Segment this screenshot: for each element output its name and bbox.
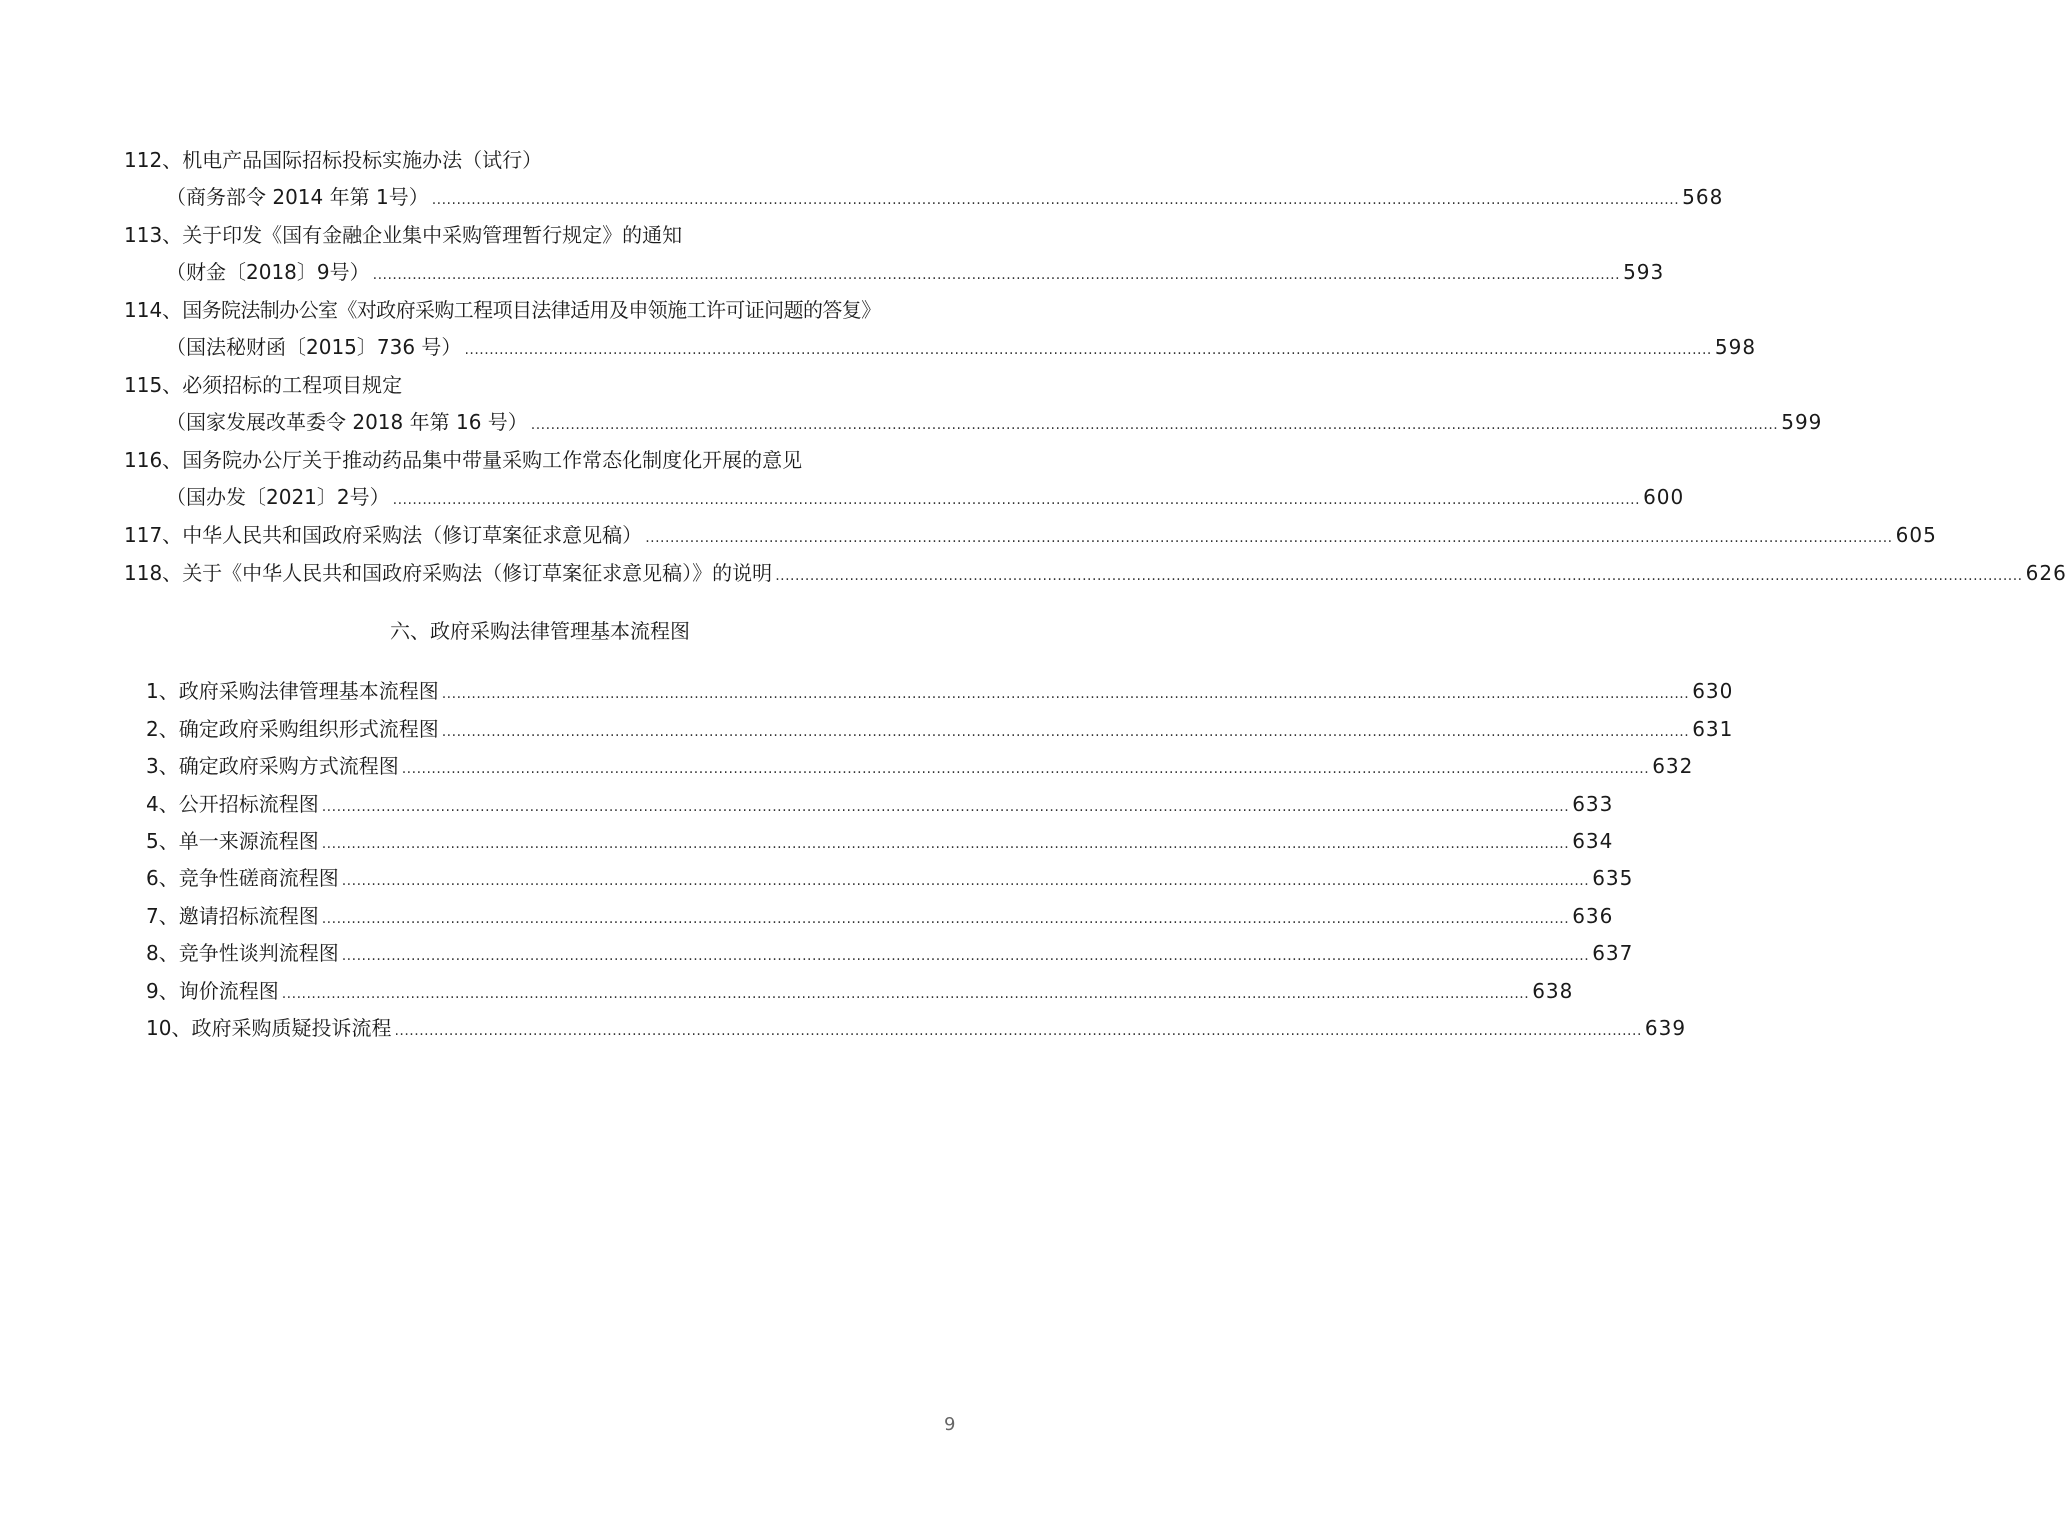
toc-entry-title: 政府采购质疑投诉流程 xyxy=(191,1016,392,1040)
toc-entry-page: 593 xyxy=(1623,260,1665,284)
toc-entry-page: 599 xyxy=(1781,410,1823,434)
toc-entry-page: 631 xyxy=(1692,717,1734,741)
toc-entry-116-title xyxy=(124,447,954,473)
toc-leader-dots xyxy=(282,981,1529,1007)
toc-entry-page: 630 xyxy=(1692,679,1734,703)
toc-leader-dots xyxy=(442,681,1689,707)
toc-entry-number: 9、 xyxy=(146,979,179,1003)
toc-entry-s6-3[interactable] xyxy=(146,753,1694,779)
toc-leader-dots xyxy=(402,756,1649,782)
toc-entry-number: 5、 xyxy=(146,829,179,853)
toc-leader-dots xyxy=(775,563,2022,589)
toc-entry-118[interactable] xyxy=(124,560,2067,586)
toc-entry-title: 国务院法制办公室《对政府采购工程项目法律适用及申领施工许可证问题的答复》 xyxy=(182,298,881,322)
toc-leader-dots xyxy=(322,794,1569,820)
toc-entry-page: 605 xyxy=(1895,523,1937,547)
toc-entry-s6-1[interactable] xyxy=(146,678,1734,704)
toc-entry-115-sub[interactable] xyxy=(166,409,1823,435)
toc-entry-page: 632 xyxy=(1652,754,1694,778)
toc-entry-s6-5[interactable] xyxy=(146,828,1614,854)
toc-entry-114-title xyxy=(124,297,964,323)
toc-entry-title: 国务院办公厅关于推动药品集中带量采购工作常态化制度化开展的意见 xyxy=(182,448,803,472)
toc-entry-page: 626 xyxy=(2025,561,2067,585)
toc-entry-number: 10、 xyxy=(146,1016,192,1040)
toc-entry-112-sub[interactable] xyxy=(166,184,1724,210)
toc-entry-number: 6、 xyxy=(146,866,179,890)
toc-entry-title: 确定政府采购组织形式流程图 xyxy=(178,717,439,741)
toc-leader-dots xyxy=(645,525,1892,551)
toc-entry-s6-2[interactable] xyxy=(146,716,1734,742)
toc-entry-page: 635 xyxy=(1592,866,1634,890)
toc-entry-title: 政府采购法律管理基本流程图 xyxy=(178,679,439,703)
toc-entry-subtitle: （国法秘财函〔2015〕736 号） xyxy=(166,335,462,359)
toc-entry-s6-10[interactable] xyxy=(146,1015,1687,1041)
toc-leader-dots xyxy=(464,337,1711,363)
toc-entry-title: 关于《中华人民共和国政府采购法（修订草案征求意见稿）》的说明 xyxy=(182,561,773,585)
toc-entry-title: 确定政府采购方式流程图 xyxy=(178,754,399,778)
toc-entry-subtitle: （国办发〔2021〕2号） xyxy=(166,485,390,509)
toc-entry-page: 634 xyxy=(1572,829,1614,853)
toc-entry-title: 机电产品国际招标投标实施办法（试行） xyxy=(182,148,543,172)
toc-entry-113-title xyxy=(124,222,954,248)
toc-entry-page: 637 xyxy=(1592,941,1634,965)
toc-entry-number: 2、 xyxy=(146,717,179,741)
toc-entry-title: 中华人民共和国政府采购法（修订草案征求意见稿） xyxy=(182,523,643,547)
toc-entry-number: 113、 xyxy=(124,223,183,247)
toc-entry-page: 568 xyxy=(1682,185,1724,209)
toc-entry-subtitle: （商务部令 2014 年第 1号） xyxy=(166,185,429,209)
toc-leader-dots xyxy=(342,868,1589,894)
toc-leader-dots xyxy=(531,412,1778,438)
toc-leader-dots xyxy=(373,262,1620,288)
toc-entry-title: 必须招标的工程项目规定 xyxy=(182,373,403,397)
toc-entry-number: 7、 xyxy=(146,904,179,928)
toc-entry-number: 8、 xyxy=(146,941,179,965)
toc-entry-title: 关于印发《国有金融企业集中采购管理暂行规定》的通知 xyxy=(182,223,683,247)
toc-entry-title: 竞争性谈判流程图 xyxy=(178,941,339,965)
toc-entry-page: 636 xyxy=(1572,904,1614,928)
toc-leader-dots xyxy=(432,187,1679,213)
toc-entry-subtitle: （国家发展改革委令 2018 年第 16 号） xyxy=(166,410,528,434)
page-number: 9 xyxy=(944,1414,956,1435)
toc-entry-s6-9[interactable] xyxy=(146,978,1574,1004)
toc-entry-title: 邀请招标流程图 xyxy=(178,904,319,928)
toc-entry-number: 114、 xyxy=(124,298,183,322)
toc-entry-113-sub[interactable] xyxy=(166,259,1665,285)
toc-entry-number: 1、 xyxy=(146,679,179,703)
toc-entry-112-title xyxy=(124,147,954,173)
toc-leader-dots xyxy=(322,906,1569,932)
toc-entry-title: 竞争性磋商流程图 xyxy=(178,866,339,890)
toc-leader-dots xyxy=(342,943,1589,969)
toc-leader-dots xyxy=(442,719,1689,745)
toc-entry-title: 询价流程图 xyxy=(178,979,279,1003)
toc-leader-dots xyxy=(394,1018,1641,1044)
toc-entry-number: 117、 xyxy=(124,523,183,547)
toc-entry-117[interactable] xyxy=(124,522,1937,548)
toc-entry-s6-6[interactable] xyxy=(146,865,1634,891)
toc-entry-number: 118、 xyxy=(124,561,183,585)
toc-entry-title: 公开招标流程图 xyxy=(178,792,319,816)
toc-entry-114-sub[interactable] xyxy=(166,334,1757,360)
toc-entry-title: 单一来源流程图 xyxy=(178,829,319,853)
toc-entry-s6-7[interactable] xyxy=(146,903,1614,929)
toc-entry-number: 115、 xyxy=(124,373,183,397)
toc-entry-page: 598 xyxy=(1714,335,1757,359)
toc-entry-116-sub[interactable] xyxy=(166,484,1685,510)
toc-leader-dots xyxy=(393,487,1640,513)
toc-entry-page: 638 xyxy=(1532,979,1574,1003)
toc-entry-s6-8[interactable] xyxy=(146,940,1634,966)
toc-entry-number: 3、 xyxy=(146,754,179,778)
toc-entry-number: 116、 xyxy=(124,448,183,472)
toc-entry-number: 4、 xyxy=(146,792,179,816)
toc-leader-dots xyxy=(322,831,1569,857)
toc-entry-page: 633 xyxy=(1572,792,1614,816)
toc-entry-subtitle: （财金〔2018〕9号） xyxy=(166,260,370,284)
section-heading: 六、政府采购法律管理基本流程图 xyxy=(390,619,690,643)
toc-entry-page: 600 xyxy=(1643,485,1685,509)
toc-entry-page: 639 xyxy=(1644,1016,1687,1040)
toc-entry-115-title xyxy=(124,372,954,398)
toc-entry-number: 112、 xyxy=(124,148,183,172)
toc-entry-s6-4[interactable] xyxy=(146,791,1614,817)
